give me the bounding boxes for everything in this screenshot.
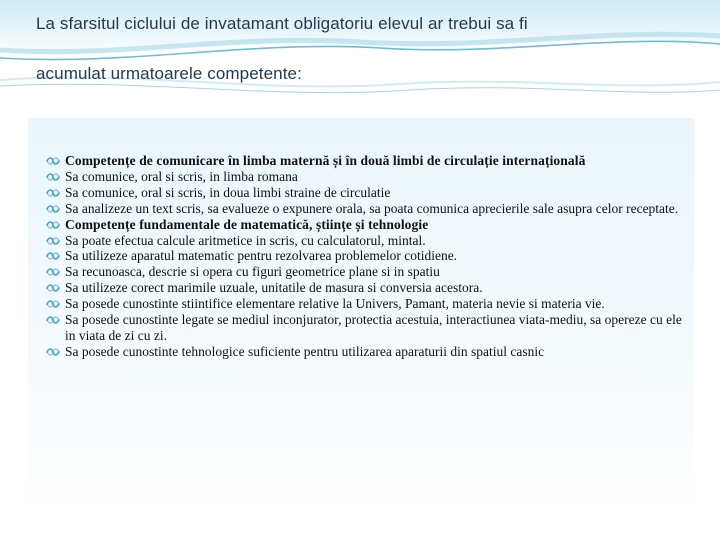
ribbon-bullet-icon	[46, 299, 60, 309]
list-item	[46, 217, 682, 233]
list-item-text: Sa poate efectua calcule aritmetice in scris, cu calculatorul, mintal.	[65, 232, 426, 248]
competence-list	[46, 153, 682, 360]
list-item	[46, 248, 682, 264]
list-item	[46, 153, 682, 169]
ribbon-bullet-icon	[46, 236, 60, 246]
list-item-text: Sa recunoasca, descrie si opera cu figuri geometrice plane si in spatiu	[65, 264, 440, 280]
list-item	[46, 185, 682, 201]
ribbon-bullet-icon	[46, 267, 60, 277]
list-item	[46, 201, 682, 217]
ribbon-bullet-icon	[46, 251, 60, 261]
list-item-text: Sa utilizeze aparatul matematic pentru rezolvarea problemelor cotidiene.	[65, 248, 458, 264]
list-item-text: Competențe de comunicare în limba maternă și în două limbi de circulație internațională	[65, 153, 586, 168]
ribbon-bullet-icon	[46, 283, 60, 293]
ribbon-bullet-icon	[46, 172, 60, 182]
list-item	[46, 312, 682, 344]
ribbon-bullet-icon	[46, 220, 60, 230]
list-item-text: Sa posede cunostinte tehnologice suficiente pentru utilizarea aparaturii din spatiul casnic	[65, 343, 545, 359]
list-item	[46, 233, 682, 249]
slide-title-line-1: La sfarsitul ciclului de invatamant obligatoriu elevul ar trebui sa fi	[36, 14, 528, 33]
list-item-text: Sa utilizeze corect marimile uzuale, unitatile de masura si conversia acestora.	[65, 280, 483, 296]
ribbon-bullet-icon	[46, 347, 60, 357]
list-item-text: Sa comunice, oral si scris, in limba romana	[65, 168, 298, 184]
ribbon-bullet-icon	[46, 188, 60, 198]
list-item	[46, 169, 682, 185]
ribbon-bullet-icon	[46, 315, 60, 325]
list-item-text: Sa posede cunostinte stiintifice elementare relative la Univers, Pamant, materia nevie si materia vie.	[65, 296, 605, 312]
ribbon-bullet-icon	[46, 204, 60, 214]
list-item	[46, 264, 682, 280]
list-item	[46, 344, 682, 360]
list-item	[46, 280, 682, 296]
list-item-text: Sa comunice, oral si scris, in doua limbi straine de circulatie	[65, 184, 391, 200]
list-item-text: Sa analizeze un text scris, sa evalueze o expunere orala, sa poata comunica aprecierile sale asupra celor receptate.	[65, 200, 679, 216]
list-item-text: Competențe fundamentale de matematică, științe și tehnologie	[65, 216, 429, 232]
list-item-text: Sa posede cunostinte legate se mediul inconjurator, protectia acestuia, interactiunea viata-mediu, sa opereze cu ele in viata de zi cu zi.	[65, 312, 682, 343]
slide-title-line-2: acumulat urmatoarele competente:	[36, 64, 302, 83]
list-item	[46, 296, 682, 312]
ribbon-bullet-icon	[46, 156, 60, 166]
